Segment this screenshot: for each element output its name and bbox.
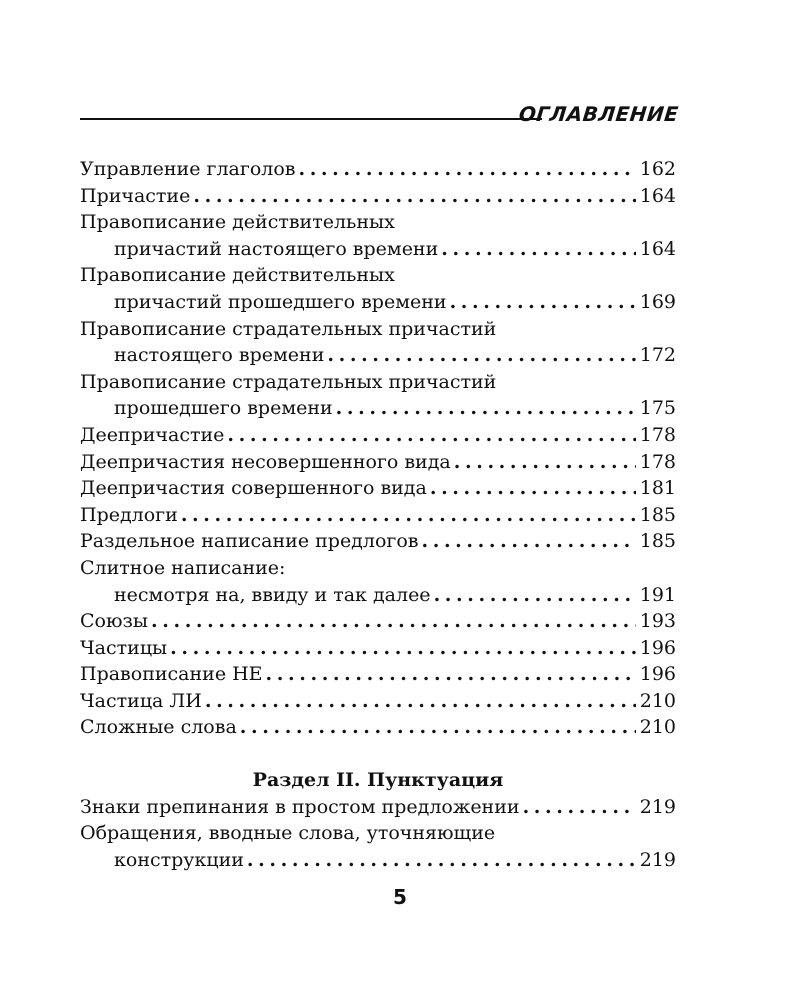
- dot-leader: [181, 502, 636, 529]
- dot-leader: [336, 395, 636, 422]
- toc-page-number: 169: [639, 290, 676, 313]
- dot-leader: [170, 635, 636, 662]
- toc-entry-title: Слитное написание:: [80, 556, 286, 579]
- toc-page-number: 185: [639, 503, 676, 526]
- toc-entry-title: прошедшего времени: [114, 397, 333, 420]
- toc-entry: [80, 608, 676, 635]
- toc-entry-line: [80, 422, 676, 449]
- toc-entry-line: [80, 209, 676, 236]
- toc-entry-line: [80, 661, 676, 688]
- toc-entry-title: Обращения, вводные слова, уточняющие: [80, 822, 496, 845]
- toc-entry-line: [80, 262, 676, 289]
- toc-entry: [80, 183, 676, 210]
- dot-leader: [227, 422, 635, 449]
- toc-page-number: 185: [639, 530, 676, 553]
- toc-entry-line: [80, 156, 676, 183]
- toc-entry: [80, 449, 676, 476]
- toc-entry: [80, 262, 676, 315]
- toc-entry: [80, 209, 676, 262]
- toc-page-number: 219: [639, 795, 676, 818]
- dot-leader: [441, 236, 635, 263]
- toc-entry: [80, 661, 676, 688]
- toc-entry-line: [80, 342, 676, 369]
- toc-entry: [80, 555, 676, 608]
- toc-entry-title: Предлоги: [80, 503, 178, 526]
- toc-page-number: 181: [639, 477, 676, 500]
- toc-entry-line: [80, 236, 676, 263]
- toc-part-1: [80, 156, 676, 741]
- dot-leader: [430, 475, 636, 502]
- toc-page-number: 196: [639, 663, 676, 686]
- toc-page-number: 210: [639, 689, 676, 712]
- toc-entry: [80, 714, 676, 741]
- toc-entry-line: [80, 502, 676, 529]
- toc-entry-title: настоящего времени: [114, 344, 325, 367]
- toc-entry: [80, 528, 676, 555]
- toc-entry-title: Правописание страдательных причастий: [80, 317, 497, 340]
- dot-leader: [298, 156, 635, 183]
- toc-entry-line: [80, 794, 676, 821]
- toc-entry: [80, 475, 676, 502]
- toc-entry: [80, 369, 676, 422]
- toc-entry-title: Союзы: [80, 610, 149, 633]
- toc-page-number: 175: [639, 397, 676, 420]
- toc-entry-title: Деепричастие: [80, 423, 225, 446]
- toc-entry-title: Сложные слова: [80, 716, 237, 739]
- toc-entry-title: причастий прошедшего времени: [114, 290, 447, 313]
- toc-page-number: 172: [639, 344, 676, 367]
- dot-leader: [327, 342, 635, 369]
- header-title: ОГЛАВЛЕНИЕ: [517, 102, 680, 126]
- toc-page-number: 191: [639, 583, 676, 606]
- toc-entry: [80, 688, 676, 715]
- toc-page-number: 210: [639, 716, 676, 739]
- toc-entry-title: Деепричастия несовершенного вида: [80, 450, 451, 473]
- toc-entry-line: [80, 847, 676, 874]
- section-heading: Раздел II. Пунктуация: [252, 769, 504, 792]
- dot-leader: [247, 847, 636, 874]
- toc-page-number: 193: [639, 610, 676, 633]
- toc-entry-line: [80, 475, 676, 502]
- dot-leader: [454, 449, 636, 476]
- toc-entry-title: Деепричастия совершенного вида: [80, 477, 427, 500]
- toc-page-number: 164: [639, 184, 676, 207]
- toc-entry-line: [80, 688, 676, 715]
- dot-leader: [205, 688, 636, 715]
- toc-entry-title: Причастие: [80, 184, 191, 207]
- toc-entry: [80, 422, 676, 449]
- toc-entry-title: Правописание действительных: [80, 264, 395, 287]
- dot-leader: [523, 794, 636, 821]
- dot-leader: [240, 714, 636, 741]
- toc-entry-line: [80, 369, 676, 396]
- toc-entry-line: [80, 820, 676, 847]
- toc-entry-line: [80, 289, 676, 316]
- toc-entry-title: Частица ЛИ: [80, 689, 202, 712]
- toc-entry-title: Правописание действительных: [80, 211, 395, 234]
- running-header: [80, 100, 680, 130]
- toc-part-2: [80, 794, 676, 874]
- dot-leader: [151, 608, 636, 635]
- toc-entry-line: [80, 183, 676, 210]
- dot-leader: [434, 582, 636, 609]
- toc-entry: [80, 156, 676, 183]
- toc-entry-title: несмотря на, ввиду и так далее: [114, 583, 431, 606]
- toc-entry-title: Правописание страдательных причастий: [80, 370, 497, 393]
- toc-entry-line: [80, 395, 676, 422]
- toc-page-number: 219: [639, 848, 676, 871]
- toc-entry-title: Правописание НЕ: [80, 663, 263, 686]
- toc-entry-line: [80, 316, 676, 343]
- toc-entry-line: [80, 528, 676, 555]
- toc-page-number: 178: [639, 450, 676, 473]
- page-number: 5: [393, 885, 407, 909]
- toc-page-number: 196: [639, 636, 676, 659]
- toc-entry: [80, 794, 676, 821]
- toc-page-number: 178: [639, 423, 676, 446]
- header-rule: [80, 118, 542, 120]
- toc-entry-line: [80, 608, 676, 635]
- toc-page-number: 162: [639, 158, 676, 180]
- dot-leader: [421, 528, 635, 555]
- table-of-contents: [80, 156, 676, 873]
- toc-entry-line: [80, 449, 676, 476]
- dot-leader: [193, 183, 635, 210]
- toc-entry-line: [80, 582, 676, 609]
- dot-leader: [450, 289, 636, 316]
- dot-leader: [266, 661, 636, 688]
- toc-entry-title: Знаки препинания в простом предложении: [80, 795, 520, 818]
- toc-page-number: 164: [639, 237, 676, 260]
- toc-entry-line: [80, 635, 676, 662]
- toc-entry-title: Частицы: [80, 636, 168, 659]
- toc-entry-title: Раздельное написание предлогов: [80, 530, 419, 553]
- toc-entry-line: [80, 714, 676, 741]
- toc-entry: [80, 635, 676, 662]
- toc-entry: [80, 502, 676, 529]
- toc-entry: [80, 820, 676, 873]
- toc-entry-line: [80, 555, 676, 582]
- toc-entry-title: Управление глаголов: [80, 158, 296, 180]
- toc-entry-title: причастий настоящего времени: [114, 237, 439, 260]
- toc-entry-title: конструкции: [114, 848, 244, 871]
- toc-entry: [80, 316, 676, 369]
